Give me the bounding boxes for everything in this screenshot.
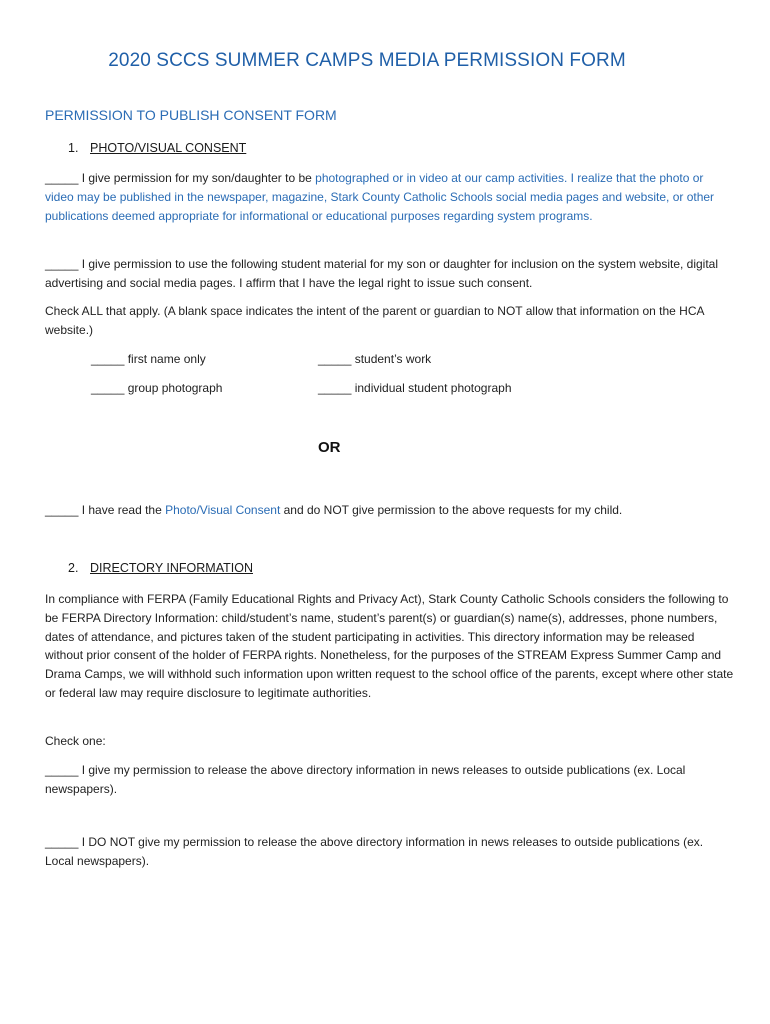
directory-not-give-option[interactable]: _____ I DO NOT give my permission to release the above directory information in news releases to outside publications (ex. Local newspapers). (45, 835, 704, 868)
option-individual-photograph[interactable]: _____ individual student photograph (318, 381, 512, 395)
check-all-paragraph: Check ALL that apply. (A blank space indicates the intent of the parent or guardian to NOT allow that information on the HCA website.) (45, 304, 704, 337)
photo-consent-detail: photographed or in video at our camp activities. I realize that the photo or video may be published in the newspaper, magazine, Stark County Catholic Schools social media pages and website, or other publications deemed appropriate for informational or educational purposes regarding system programs. (45, 171, 715, 223)
or-divider: OR (318, 439, 341, 456)
option-group-photograph[interactable]: _____ group photograph (91, 381, 223, 395)
section2-title: DIRECTORY INFORMATION (90, 561, 253, 575)
check-one-label: Check one: (45, 734, 106, 748)
decline-suffix: and do NOT give permission to the above requests for my child. (280, 503, 623, 517)
section2-heading (68, 561, 253, 575)
directory-give-option[interactable]: _____ I give my permission to release the above directory information in news releases to outside publications (ex. Local newspapers). (45, 763, 686, 796)
photo-consent-paragraph (45, 169, 735, 225)
photo-visual-consent-link[interactable]: Photo/Visual Consent (165, 503, 281, 517)
section2-number: 2. (68, 561, 79, 575)
decline-prefix: _____ I have read the (45, 503, 166, 517)
option-students-work[interactable]: _____ student’s work (318, 352, 432, 366)
decline-paragraph (45, 501, 735, 520)
option-first-name[interactable]: _____ first name only (91, 352, 206, 366)
section1-number: 1. (68, 141, 79, 155)
form-title: 2020 SCCS SUMMER CAMPS MEDIA PERMISSION FORM (108, 50, 626, 71)
section1-title: PHOTO/VISUAL CONSENT (90, 141, 247, 155)
student-material-paragraph: _____ I give permission to use the following student material for my son or daughter for inclusion on the system website, digital advertising and social media pages. I affirm that I have the legal right to issue such consent. (45, 257, 719, 290)
section1-heading (68, 141, 246, 155)
ferpa-paragraph: In compliance with FERPA (Family Educational Rights and Privacy Act), Stark County Catholic Schools considers the following to be FERPA Directory Information: child/student’s name, student’s parent(s) or guardian(s) name(s), addresses, phone numbers, dates of attendance, and pictures taken of the student participating in activities. This directory information may be released without prior consent of the holder of FERPA rights. Nonetheless, for the purposes of the STREAM Express Summer Camp and Drama Camps, we will withhold such information upon written request to the school office of the parents, except where other state or federal law may require disclosure to legitimate authorities. (45, 592, 734, 700)
photo-consent-prefix: _____ I give permission for my son/daughter to be (45, 171, 316, 185)
form-subtitle: PERMISSION TO PUBLISH CONSENT FORM (45, 107, 337, 123)
